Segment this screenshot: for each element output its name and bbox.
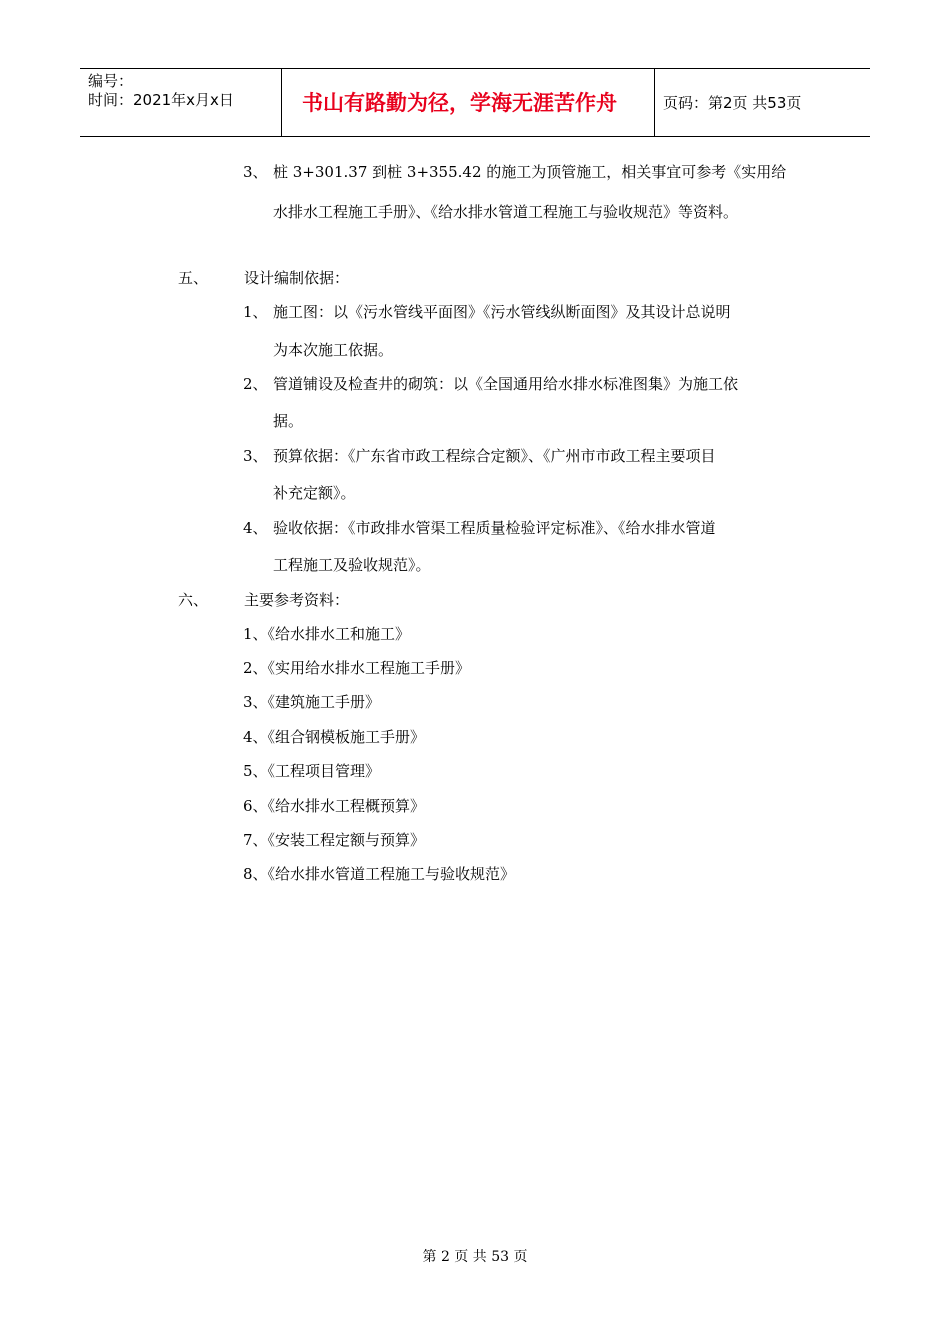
page-footer: 第 2 页 共 53 页 xyxy=(422,1249,528,1265)
document-time-label: 时间：2021年x月x日 xyxy=(88,91,234,109)
section5-item3-line1: 预算依据：《广东省市政工程综合定额》、《广州市市政工程主要项目 xyxy=(273,447,716,465)
reference-item-4: 4、《组合钢模板施工手册》 xyxy=(243,728,426,746)
section5-item2-line2: 据。 xyxy=(273,412,304,430)
header-left-cell xyxy=(80,69,282,136)
reference-item-1: 1、《给水排水工和施工》 xyxy=(243,625,411,643)
page-header xyxy=(80,68,870,137)
header-motto: 书山有路勤为径，学海无涯苦作舟 xyxy=(302,91,617,115)
section5-item1-line2: 为本次施工依据。 xyxy=(273,341,394,359)
reference-item-2: 2、《实用给水排水工程施工手册》 xyxy=(243,659,471,677)
section5-item3-number: 3、 xyxy=(243,447,268,465)
section5-title: 设计编制依据： xyxy=(244,269,350,287)
header-right-cell xyxy=(655,69,870,136)
reference-item-5: 5、《工程项目管理》 xyxy=(243,762,381,780)
section5-item1-line1: 施工图：以《污水管线平面图》《污水管线纵断面图》及其设计总说明 xyxy=(273,303,731,321)
section5-item2-line1: 管道铺设及检查井的砌筑：以《全国通用给水排水标准图集》为施工依 xyxy=(273,375,739,393)
item3-line2: 水排水工程施工手册》、《给水排水管道工程施工与验收规范》等资料。 xyxy=(273,203,739,221)
section5-item4-number: 4、 xyxy=(243,519,268,537)
header-middle-cell xyxy=(282,69,655,136)
reference-item-6: 6、《给水排水工程概预算》 xyxy=(243,797,426,815)
reference-item-8: 8、《给水排水管道工程施工与验收规范》 xyxy=(243,865,516,883)
header-page-info: 页码：第2页 共53页 xyxy=(663,94,802,112)
reference-item-7: 7、《安装工程定额与预算》 xyxy=(243,831,426,849)
section6-title: 主要参考资料： xyxy=(244,591,350,609)
section5-item4-line1: 验收依据：《市政排水管渠工程质量检验评定标准》、《给水排水管道 xyxy=(273,519,716,537)
section5-item2-number: 2、 xyxy=(243,375,268,393)
section6-number: 六、 xyxy=(178,591,209,609)
item3-line1: 桩 3+301.37 到桩 3+355.42 的施工为顶管施工，相关事宜可参考《实用给 xyxy=(273,163,787,181)
section5-item3-line2: 补充定额》。 xyxy=(273,484,356,502)
section5-item4-line2: 工程施工及验收规范》。 xyxy=(273,556,431,574)
item3-number: 3、 xyxy=(243,163,268,181)
document-code-label: 编号： xyxy=(88,72,134,90)
section5-item1-number: 1、 xyxy=(243,303,268,321)
reference-item-3: 3、《建筑施工手册》 xyxy=(243,693,381,711)
section5-number: 五、 xyxy=(178,269,209,287)
